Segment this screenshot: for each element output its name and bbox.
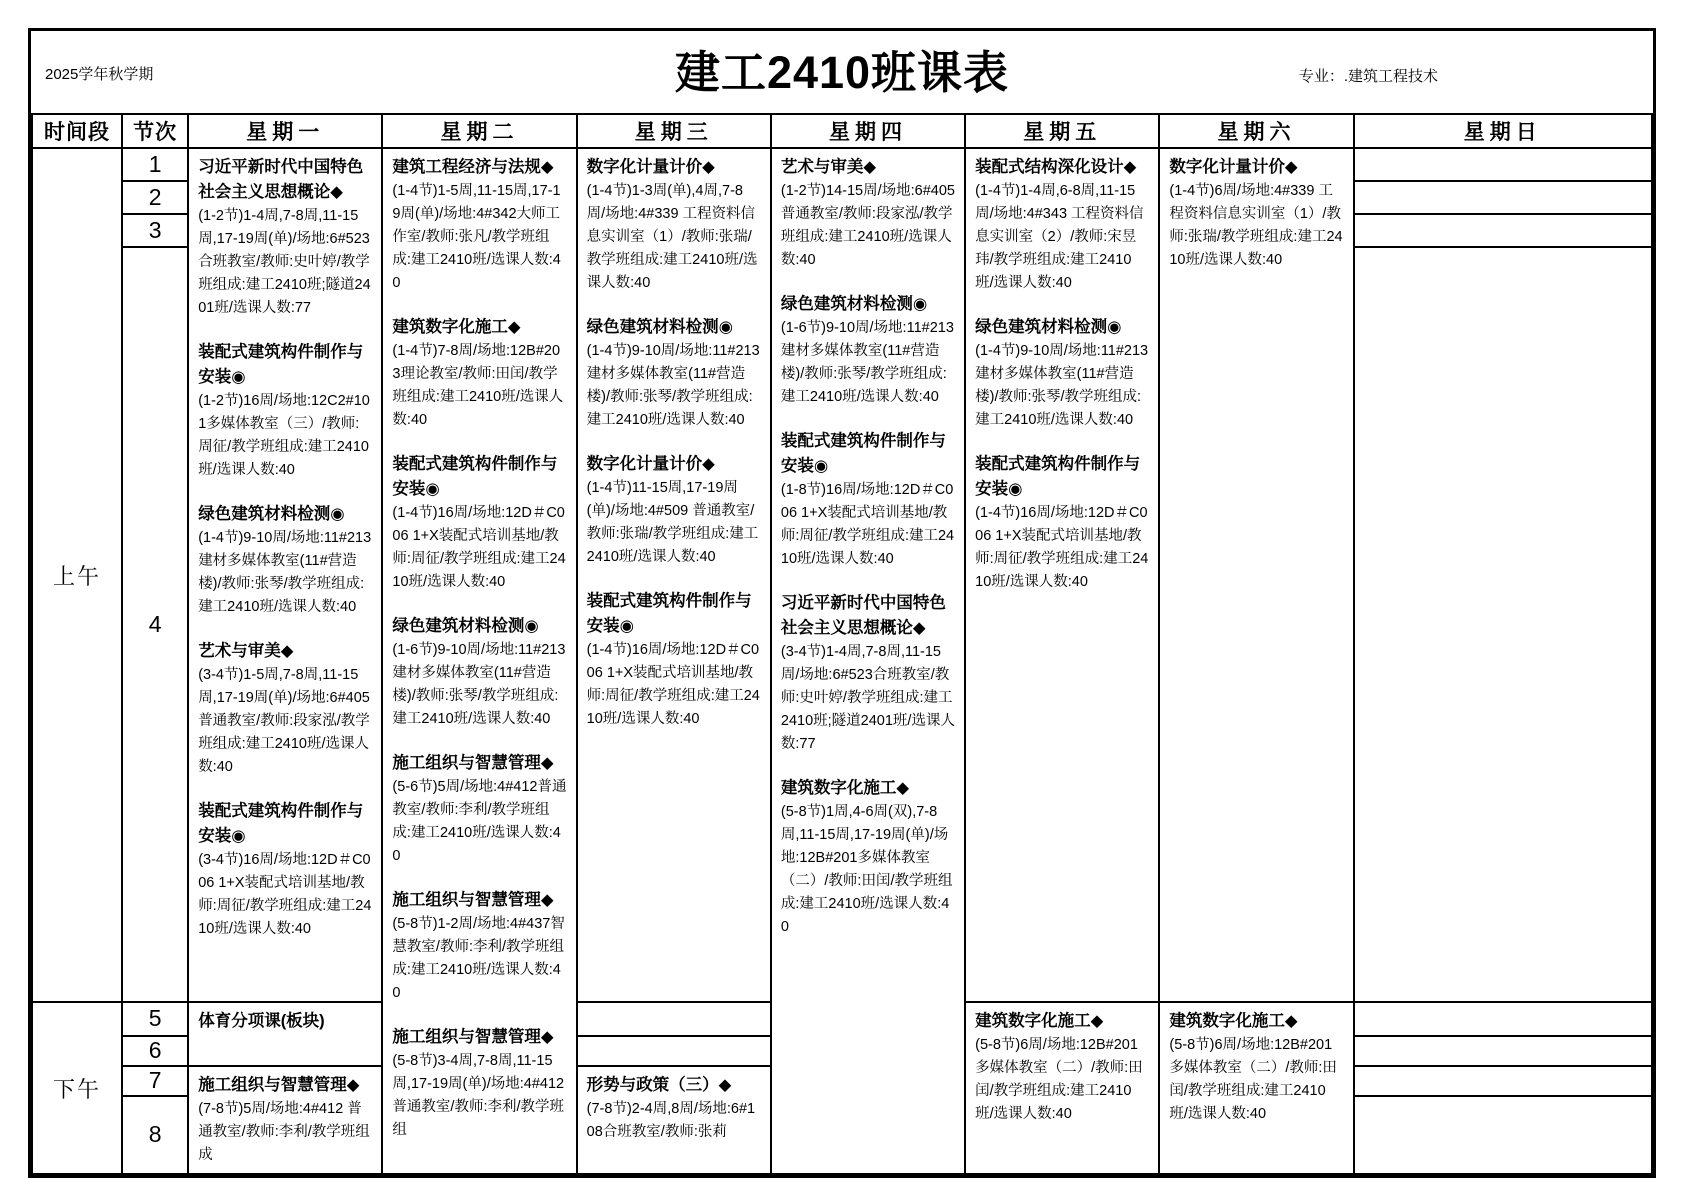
course	[198, 639, 372, 779]
course	[781, 591, 955, 756]
header-day-sunday: 星期日	[1354, 114, 1652, 148]
cell-wednesday-p7-8	[577, 1066, 771, 1174]
course-title: 建筑数字化施工◆	[975, 1012, 1104, 1030]
cell-saturday-morning	[1159, 148, 1353, 1002]
course-detail: (3-4节)1-4周,7-8周,11-15周/场地:6#523合班教室/教师:史叶婷/教学班组成:建工2410班;隧道2401班/选课人数:77	[780, 644, 955, 752]
period-number-3: 3	[122, 214, 188, 247]
course-title: 形势与政策（三）◆	[586, 1076, 732, 1094]
course	[1169, 1009, 1343, 1126]
course	[1169, 155, 1343, 272]
cell-thursday-full	[771, 148, 965, 1174]
header-day-saturday: 星期六	[1159, 114, 1353, 148]
course-title: 施工组织与智慧管理◆	[392, 1028, 554, 1046]
course-detail: (1-8节)16周/场地:12D＃C006 1+X装配式培训基地/教师:周征/教学班组成:建工2410班/选课人数:40	[780, 482, 955, 567]
cell-monday-morning	[188, 148, 382, 1002]
title-bar	[31, 31, 1653, 113]
course	[587, 315, 761, 432]
course	[392, 155, 566, 295]
course-detail: (1-4节)6周/场地:4#339 工程资料信息实训室（1）/教师:张瑞/教学班组成:建工2410班/选课人数:40	[1169, 183, 1343, 268]
course-detail: (1-4节)16周/场地:12D＃C006 1+X装配式培训基地/教师:周征/教学班组成:建工2410班/选课人数:40	[586, 642, 760, 727]
course-detail: (1-4节)1-4周,6-8周,11-15周/场地:4#343 工程资料信息实训室（2）/教师:宋昱玮/教学班组成:建工2410班/选课人数:40	[975, 183, 1144, 291]
course-detail: (1-2节)1-4周,7-8周,11-15周,17-19周(单)/场地:6#523合班教室/教师:史叶婷/教学班组成:建工2410班;隧道2401班/选课人数:77	[198, 208, 371, 316]
period-number-6: 6	[122, 1036, 188, 1066]
course-detail: (5-6节)5周/场地:4#412普通教室/教师:李利/教学班组成:建工2410班/选课人数:40	[392, 779, 567, 864]
course-detail: (1-4节)16周/场地:12D＃C006 1+X装配式培训基地/教师:周征/教学班组成:建工2410班/选课人数:40	[392, 505, 566, 590]
course-title: 习近平新时代中国特色社会主义思想概论◆	[780, 594, 946, 637]
course-title: 习近平新时代中国特色社会主义思想概论◆	[198, 158, 364, 201]
course	[587, 1073, 761, 1144]
course-title: 绿色建筑材料检测◉	[586, 318, 734, 336]
cell-wednesday-morning	[577, 148, 771, 1002]
course	[392, 1025, 566, 1142]
cell-wednesday-p5	[577, 1002, 771, 1036]
cell-friday-morning	[965, 148, 1159, 1002]
course-title: 绿色建筑材料检测◉	[198, 505, 345, 523]
cell-sunday-p6	[1354, 1036, 1652, 1066]
course	[781, 776, 955, 939]
major-label: 专业：.建筑工程技术	[1298, 68, 1438, 85]
course	[781, 155, 955, 272]
course	[392, 315, 566, 432]
course-title: 体育分项课(板块)	[198, 1012, 325, 1030]
course-title: 绿色建筑材料检测◉	[780, 295, 928, 313]
course	[198, 799, 372, 941]
course-title: 施工组织与智慧管理◆	[198, 1076, 360, 1094]
timetable	[31, 113, 1653, 1175]
header-session: 节次	[122, 114, 188, 148]
course	[587, 589, 761, 731]
cell-sunday-p4	[1354, 247, 1652, 1002]
header-day-monday: 星期一	[188, 114, 382, 148]
cell-friday-afternoon	[965, 1002, 1159, 1174]
course-detail: (5-8节)6周/场地:12B#201多媒体教室（二）/教师:田闰/教学班组成:建工2410班/选课人数:40	[1169, 1037, 1337, 1122]
course-title: 装配式建筑构件制作与安装◉	[975, 455, 1141, 498]
course-detail: (5-8节)3-4周,7-8周,11-15周,17-19周(单)/场地:4#412 普通教室/教师:李利/教学班组	[392, 1053, 565, 1138]
course-detail: (1-6节)9-10周/场地:11#213建材多媒体教室(11#营造楼)/教师:张琴/教学班组成:建工2410班/选课人数:40	[392, 642, 566, 727]
cell-monday-p5-6	[188, 1002, 382, 1066]
header-day-wednesday: 星期三	[577, 114, 771, 148]
cell-sunday-p5	[1354, 1002, 1652, 1036]
course	[198, 340, 372, 482]
course-title: 建筑工程经济与法规◆	[392, 158, 554, 176]
course-detail: (1-2节)14-15周/场地:6#405普通教室/教师:段家泓/教学班组成:建工2410班/选课人数:40	[780, 183, 955, 268]
course	[392, 614, 566, 731]
course-title: 施工组织与智慧管理◆	[392, 891, 554, 909]
course-detail: (1-2节)16周/场地:12C2#101多媒体教室（三）/教师:周征/教学班组成:建工2410班/选课人数:40	[198, 393, 370, 478]
course	[198, 155, 372, 320]
course	[975, 315, 1149, 432]
cell-sunday-p2	[1354, 181, 1652, 214]
header-day-thursday: 星期四	[771, 114, 965, 148]
course-title: 艺术与审美◆	[780, 158, 877, 176]
course	[587, 155, 761, 295]
course-title: 装配式建筑构件制作与安装◉	[780, 432, 946, 475]
course-detail: (1-4节)1-3周(单),4周,7-8周/场地:4#339 工程资料信息实训室（1）/教师:张瑞/教学班组成:建工2410班/选课人数:40	[586, 183, 758, 291]
morning-label: 上午	[32, 148, 122, 1002]
period-number-1: 1	[122, 148, 188, 181]
cell-sunday-p7	[1354, 1066, 1652, 1096]
course-detail: (7-8节)2-4周,8周/场地:6#108合班教室/教师:张莉	[586, 1101, 756, 1140]
cell-monday-p7-8	[188, 1066, 382, 1174]
cell-tuesday-full	[382, 148, 576, 1174]
course	[198, 1009, 372, 1034]
course-title: 数字化计量计价◆	[1169, 158, 1298, 176]
term-label: 2025学年秋学期	[45, 66, 154, 83]
course-detail: (1-4节)7-8周/场地:12B#203理论教室/教师:田闰/教学班组成:建工2410班/选课人数:40	[392, 343, 564, 428]
course-title: 装配式建筑构件制作与安装◉	[198, 343, 364, 386]
course-detail: (1-4节)16周/场地:12D＃C006 1+X装配式培训基地/教师:周征/教学班组成:建工2410班/选课人数:40	[975, 505, 1149, 590]
period-number-4: 4	[122, 247, 188, 1002]
course-detail: (3-4节)1-5周,7-8周,11-15周,17-19周(单)/场地:6#405普通教室/教师:段家泓/教学班组成:建工2410班/选课人数:40	[198, 667, 370, 775]
course	[975, 1009, 1149, 1126]
page-title: 建工2410班课表	[674, 47, 1010, 98]
course-detail: (5-8节)1周,4-6周(双),7-8周,11-15周,17-19周(单)/场地:12B#201多媒体教室（二）/教师:田闰/教学班组成:建工2410班/选课人数:40	[780, 804, 953, 935]
course-detail: (1-4节)1-5周,11-15周,17-19周(单)/场地:4#342大师工作室/教师:张凡/教学班组成:建工2410班/选课人数:40	[392, 183, 561, 291]
header-time-period: 时间段	[32, 114, 122, 148]
course-detail: (5-8节)6周/场地:12B#201多媒体教室（二）/教师:田闰/教学班组成:建工2410班/选课人数:40	[975, 1037, 1143, 1122]
course-title: 数字化计量计价◆	[586, 158, 715, 176]
period-number-5: 5	[122, 1002, 188, 1036]
course-title: 装配式建筑构件制作与安装◉	[586, 592, 752, 635]
course-detail: (1-6节)9-10周/场地:11#213建材多媒体教室(11#营造楼)/教师:张琴/教学班组成:建工2410班/选课人数:40	[780, 320, 954, 405]
cell-sunday-p1	[1354, 148, 1652, 181]
course-detail: (1-4节)11-15周,17-19周(单)/场地:4#509 普通教室/教师:张瑞/教学班组成:建工2410班/选课人数:40	[586, 480, 759, 565]
course	[781, 429, 955, 571]
period-number-8: 8	[122, 1096, 188, 1174]
course	[392, 888, 566, 1005]
course-detail: (1-4节)9-10周/场地:11#213建材多媒体教室(11#营造楼)/教师:张琴/教学班组成:建工2410班/选课人数:40	[198, 530, 372, 615]
header-row	[32, 114, 1652, 148]
course	[392, 452, 566, 594]
period-number-7: 7	[122, 1066, 188, 1096]
course	[392, 751, 566, 868]
course-detail: (1-4节)9-10周/场地:11#213建材多媒体教室(11#营造楼)/教师:张琴/教学班组成:建工2410班/选课人数:40	[586, 343, 760, 428]
course	[975, 452, 1149, 594]
period-number-2: 2	[122, 181, 188, 214]
course	[198, 1073, 372, 1167]
course-title: 建筑数字化施工◆	[392, 318, 521, 336]
course-detail: (5-8节)1-2周/场地:4#437智慧教室/教师:李利/教学班组成:建工2410班/选课人数:40	[392, 916, 565, 1001]
course-detail: (3-4节)16周/场地:12D＃C006 1+X装配式培训基地/教师:周征/教学班组成:建工2410班/选课人数:40	[198, 852, 372, 937]
course-title: 绿色建筑材料检测◉	[392, 617, 539, 635]
cell-saturday-afternoon	[1159, 1002, 1353, 1174]
course-title: 建筑数字化施工◆	[780, 779, 910, 797]
course-title: 装配式建筑构件制作与安装◉	[392, 455, 558, 498]
header-day-friday: 星期五	[965, 114, 1159, 148]
course-title: 绿色建筑材料检测◉	[975, 318, 1122, 336]
course-detail: (7-8节)5周/场地:4#412 普通教室/教师:李利/教学班组成	[198, 1101, 370, 1163]
course-title: 施工组织与智慧管理◆	[392, 754, 554, 772]
course	[975, 155, 1149, 295]
afternoon-label: 下午	[32, 1002, 122, 1174]
course	[781, 292, 955, 409]
cell-wednesday-p6	[577, 1036, 771, 1066]
header-day-tuesday: 星期二	[382, 114, 576, 148]
row-period-1	[32, 148, 1652, 181]
course-title: 数字化计量计价◆	[586, 455, 715, 473]
course-title: 建筑数字化施工◆	[1169, 1012, 1298, 1030]
course	[198, 502, 372, 619]
course-detail: (1-4节)9-10周/场地:11#213建材多媒体教室(11#营造楼)/教师:张琴/教学班组成:建工2410班/选课人数:40	[975, 343, 1149, 428]
course-title: 装配式建筑构件制作与安装◉	[198, 802, 364, 845]
cell-sunday-p3	[1354, 214, 1652, 247]
cell-sunday-p8	[1354, 1096, 1652, 1174]
timetable-sheet	[28, 28, 1656, 1178]
course-title: 装配式结构深化设计◆	[975, 158, 1137, 176]
course-title: 艺术与审美◆	[198, 642, 294, 660]
course	[587, 452, 761, 569]
